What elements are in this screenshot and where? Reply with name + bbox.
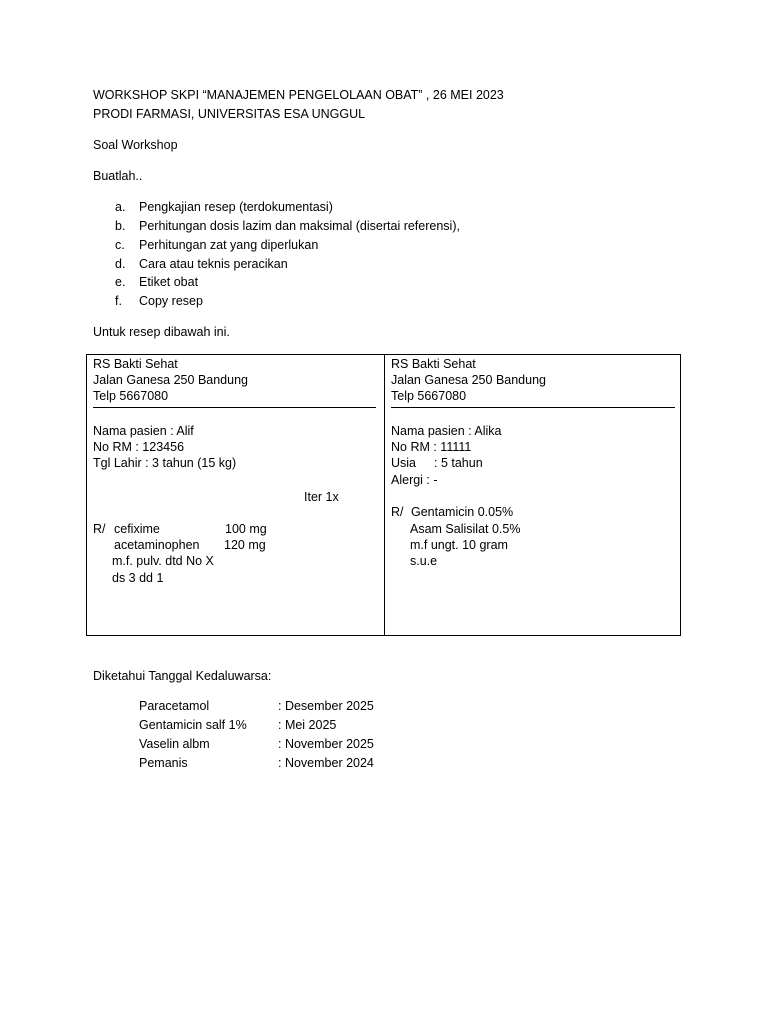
task-text: Copy resep (139, 294, 203, 308)
birth-date: Tgl Lahir : 3 tahun (15 kg) (93, 456, 237, 470)
drug-dose: 100 mg (225, 522, 267, 536)
task-marker: b. (115, 219, 126, 233)
task-marker: d. (115, 257, 126, 271)
header-rule (93, 407, 376, 408)
rx-symbol: R/ (391, 505, 404, 519)
patient-name: Nama pasien : Alika (391, 424, 502, 438)
expiry-item-name: Gentamicin salf 1% (139, 718, 247, 732)
expiry-item-name: Pemanis (139, 756, 188, 770)
document-subtitle: PRODI FARMASI, UNIVERSITAS ESA UNGGUL (93, 107, 366, 121)
task-text: Cara atau teknis peracikan (139, 257, 288, 271)
instruction-text: Buatlah.. (93, 169, 143, 183)
rx-symbol: R/ (93, 522, 106, 536)
expiry-item-name: Vaselin albm (139, 737, 210, 751)
column-divider (384, 355, 385, 635)
allergy-line: Alergi : - (391, 473, 438, 487)
section-title: Soal Workshop (93, 138, 178, 152)
hospital-name: RS Bakti Sehat (391, 357, 476, 371)
drug-name: Gentamicin 0.05% (411, 505, 514, 519)
signa-line: ds 3 dd 1 (112, 571, 164, 585)
hospital-phone: Telp 5667080 (391, 389, 467, 403)
task-text: Perhitungan dosis lazim dan maksimal (disertai referensi), (139, 219, 460, 233)
document-title: WORKSHOP SKPI “MANAJEMEN PENGELOLAAN OBAT” , 26 MEI 2023 (93, 88, 504, 102)
expiry-item-date: : Mei 2025 (278, 718, 337, 732)
hospital-address: Jalan Ganesa 250 Bandung (93, 373, 248, 387)
expiry-item-date: : November 2024 (278, 756, 374, 770)
drug-name: cefixime (114, 522, 160, 536)
drug-name: acetaminophen (114, 538, 200, 552)
iter-note: Iter 1x (304, 490, 339, 504)
prescriptions-intro: Untuk resep dibawah ini. (93, 325, 230, 339)
record-number: No RM : 11111 (391, 440, 472, 454)
hospital-address: Jalan Ganesa 250 Bandung (391, 373, 546, 387)
header-rule (391, 407, 675, 408)
hospital-phone: Telp 5667080 (93, 389, 169, 403)
expiry-item-name: Paracetamol (139, 699, 210, 713)
drug-name: Asam Salisilat 0.5% (410, 522, 521, 536)
task-marker: e. (115, 275, 126, 289)
task-text: Perhitungan zat yang diperlukan (139, 238, 319, 252)
age-value: : 5 tahun (434, 456, 483, 470)
hospital-name: RS Bakti Sehat (93, 357, 178, 371)
record-number: No RM : 123456 (93, 440, 185, 454)
task-marker: c. (115, 238, 125, 252)
expiry-item-date: : Desember 2025 (278, 699, 374, 713)
age-label: Usia (391, 456, 417, 470)
task-text: Pengkajian resep (terdokumentasi) (139, 200, 333, 214)
task-marker: a. (115, 200, 126, 214)
prescription-table (86, 354, 681, 636)
drug-dose: 120 mg (224, 538, 266, 552)
task-marker: f. (115, 294, 122, 308)
expiry-item-date: : November 2025 (278, 737, 374, 751)
patient-name: Nama pasien : Alif (93, 424, 194, 438)
signa-line: s.u.e (410, 554, 438, 568)
formula-line: m.f ungt. 10 gram (410, 538, 508, 552)
task-text: Etiket obat (139, 275, 199, 289)
formula-line: m.f. pulv. dtd No X (112, 554, 214, 568)
expiry-title: Diketahui Tanggal Kedaluwarsa: (93, 669, 272, 683)
